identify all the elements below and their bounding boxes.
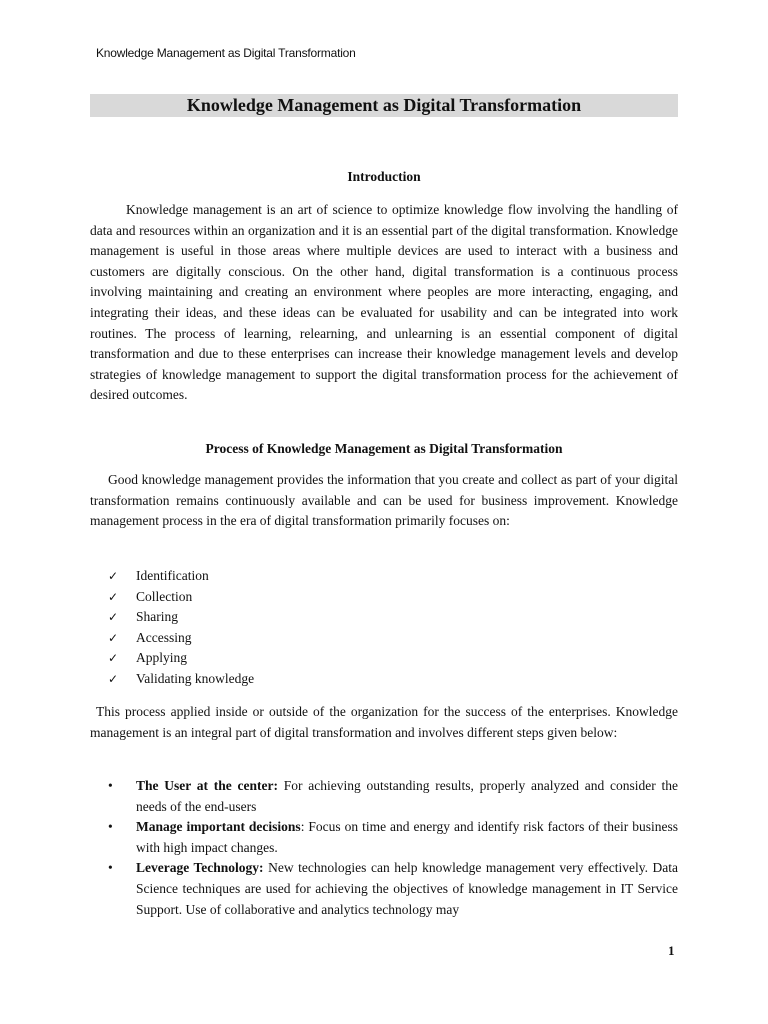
checkmark-icon: ✓ <box>108 651 119 666</box>
checkmark-icon: ✓ <box>108 610 119 625</box>
focus-checklist <box>108 566 254 690</box>
list-item-text <box>136 776 678 817</box>
introduction-paragraph: Knowledge management is an art of science to optimize knowledge flow involving the handling of data and resources within an organization and it is an essential part of the digital transformation. Knowledge management is useful in those areas where multiple devices are used to interact with a business and customers are digitally conscious. On the other hand, digital transformation is a continuous process involving maintaining and creating an environment where peoples are more interacting, engaging, and integrating their ideas, and these ideas can be evaluated for usability and can be integrated into work routines. The process of learning, relearning, and unlearning is an essential component of digital transformation and due to these enterprises can increase their knowledge management levels and develop strategies of knowledge management to support the digital transformation process for the achievement of desired outcomes. <box>90 202 678 403</box>
checklist-item <box>108 669 254 690</box>
steps-list <box>108 776 678 920</box>
checklist-item-label: Identification <box>136 568 209 583</box>
checklist-item <box>108 648 254 669</box>
list-item-description: : Focus on time and energy and identify risk factors of their business with high impact changes. <box>136 819 678 855</box>
list-item-term: The User at the center: <box>136 778 278 793</box>
checklist-item-label: Collection <box>136 588 193 604</box>
checklist-item-label: Accessing <box>136 629 192 645</box>
bullet-icon: • <box>108 778 113 793</box>
list-item-term: Leverage Technology: <box>136 860 264 876</box>
list-item-description: New technologies can help knowledge management very effectively. Data Science techniques are used for achieving the objectives of knowledge management in IT Service Support. Use of collaborative and analytics technology may <box>136 860 678 917</box>
checkmark-icon: ✓ <box>108 630 119 645</box>
checklist-item <box>108 566 254 587</box>
list-item-description: For achieving outstanding results, properly analyzed and consider the needs of the end-users <box>136 778 678 814</box>
list-item <box>108 817 678 858</box>
process-paragraph: Good knowledge management provides the information that you create and collect as part of your digital transformation remains continuously available and can be used for business improvement. Knowledge management process in the era of digital transformation primarily focuses on: <box>90 472 678 529</box>
bullet-icon: • <box>108 819 113 835</box>
process-heading: Process of Knowledge Management as Digital Transformation <box>205 441 563 456</box>
checklist-item-label: Sharing <box>136 609 178 625</box>
list-item <box>108 858 678 920</box>
list-item-term: Manage important decisions <box>136 819 301 835</box>
checklist-item <box>108 628 254 649</box>
checkmark-icon: ✓ <box>108 671 119 686</box>
running-header: Knowledge Management as Digital Transformation <box>96 46 356 60</box>
document-title: Knowledge Management as Digital Transformation <box>90 94 678 117</box>
steps-paragraph: This process applied inside or outside of the organization for the success of the enterprises. Knowledge management is an integral part of digital transformation and involves different steps given below: <box>90 704 678 740</box>
list-item-text <box>136 817 678 858</box>
checklist-item <box>108 607 254 628</box>
list-item <box>108 776 678 817</box>
introduction-heading: Introduction <box>347 169 421 184</box>
checkmark-icon: ✓ <box>108 569 119 583</box>
checklist-item <box>108 587 254 608</box>
checklist-item-label: Applying <box>136 650 188 666</box>
bullet-icon: • <box>108 860 113 876</box>
page-number: 1 <box>668 943 675 958</box>
list-item-text <box>136 858 678 920</box>
checkmark-icon: ✓ <box>108 589 119 604</box>
checklist-item-label: Validating knowledge <box>136 670 255 686</box>
